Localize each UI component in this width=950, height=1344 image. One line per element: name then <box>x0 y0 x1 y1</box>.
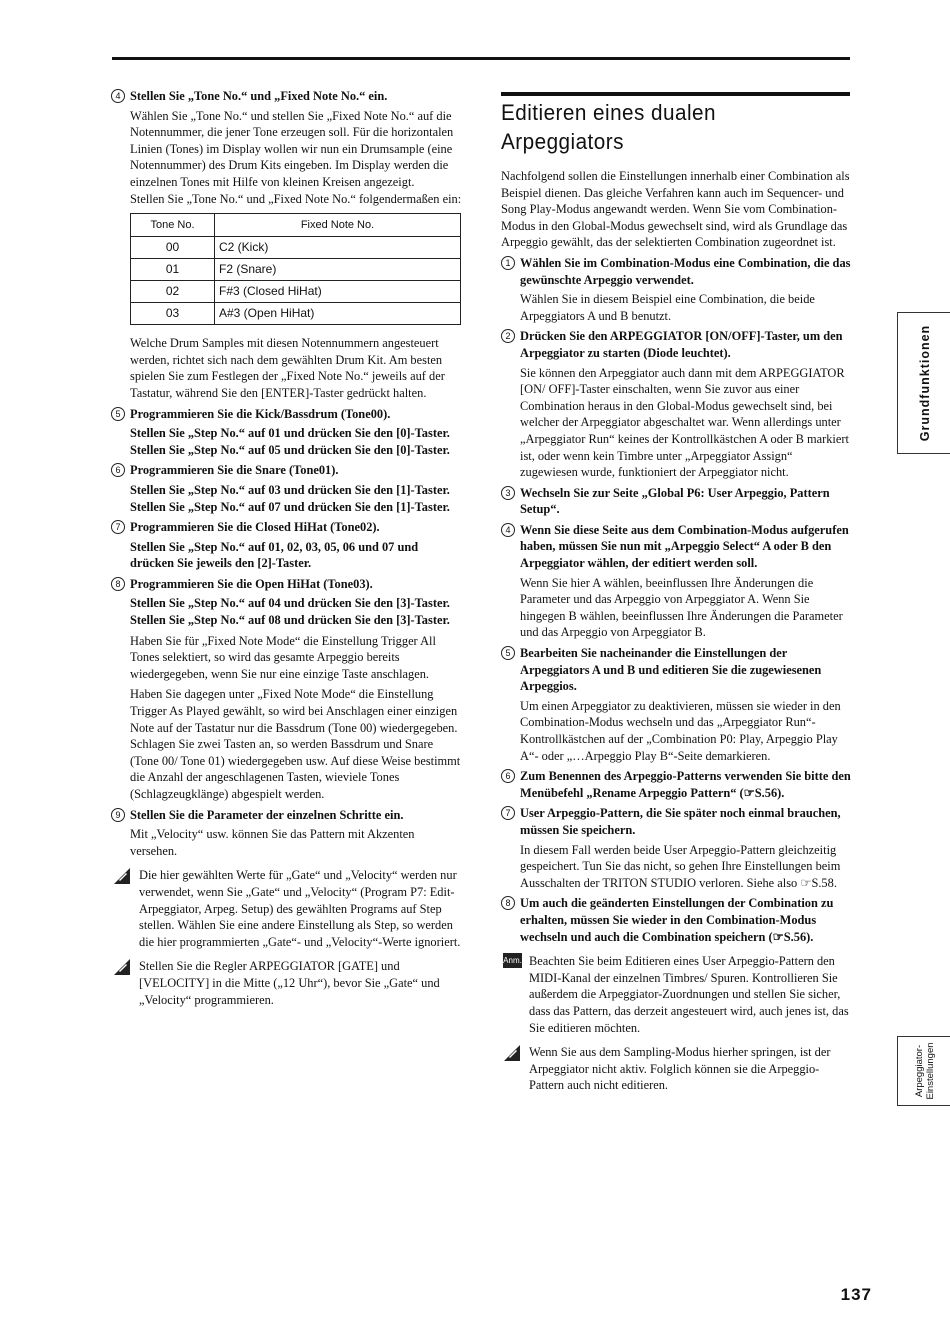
section-tab <box>897 1036 950 1106</box>
paragraph: Sie können den Arpeggiator auch dann mit dem ARPEGGIATOR [ON/ OFF]-Taster einschalten, wenn Sie zuvor aus einer Combination heraus in den Global-Modus gewechselt sind, bei welcher der Arpeggiator abgeschaltet war. Wenn allerdings unter „Arpeggiator Run“ keines der Kontrollkästchen A oder B markiert ist, oder wenn kein Timbre unter „Arpeggiator Assign“ zugewiesen wurde, funktioniert der Arpeggiator nicht. <box>520 365 849 480</box>
step-number: 2 <box>501 329 515 343</box>
pencil-note-icon <box>503 1044 521 1062</box>
step-4 <box>111 88 463 105</box>
paragraph: Stellen Sie „Tone No.“ und „Fixed Note No.“ folgendermaßen ein: <box>130 191 462 206</box>
step-title: Wenn Sie diese Seite aus dem Combination-Modus aufgerufen haben, müssen Sie nun mit „Arpeggio Select“ A oder B den Arpeggiator wählen, der editiert werden soll. <box>520 522 849 571</box>
step-4 <box>501 522 851 572</box>
table-header-tone: Tone No. <box>131 214 215 237</box>
paragraph: Stellen Sie „Step No.“ auf 04 und drücken Sie den [3]-Taster. Stellen Sie „Step No.“ auf 08 und drücken Sie den [3]-Taster. <box>130 596 450 628</box>
heading-rule <box>501 92 850 96</box>
table-row <box>131 303 461 325</box>
note <box>111 958 463 1008</box>
step-6 <box>111 462 463 479</box>
paragraph: Wenn Sie hier A wählen, beeinflussen Ihre Änderungen die Parameter und das Arpeggio von Arpeggiator A. Wenn Sie hingegen B wählen, beeinflussen Ihre Änderungen die Parameter und das Arpeggio von Arpeggiator B. <box>520 575 843 640</box>
paragraph: Haben Sie für „Fixed Note Mode“ die Einstellung Trigger All Tones selektiert, so wird das gesamte Arpeggio bereits wiedergegeben, wenn Sie nur eine einzige Taste anschlagen. <box>130 633 436 681</box>
step-title: Programmieren Sie die Kick/Bassdrum (Tone00). <box>130 406 391 421</box>
paragraph: In diesem Fall werden beide User Arpeggio-Pattern gleichzeitig gespeichert. Tun Sie das nicht, so gehen Ihre Einstellungen beim Ausschalten der TRITON STUDIO verloren. Siehe also ☞S.58. <box>520 842 841 890</box>
page-number: 137 <box>840 1285 872 1304</box>
step-7 <box>111 519 463 536</box>
table-cell: 03 <box>131 303 215 325</box>
step-number: 5 <box>111 407 125 421</box>
table-cell: A#3 (Open HiHat) <box>215 303 461 325</box>
table-row <box>131 259 461 281</box>
step-7 <box>501 805 851 838</box>
step-title: Programmieren Sie die Snare (Tone01). <box>130 463 339 478</box>
step-6 <box>501 768 851 801</box>
step-number: 6 <box>111 463 125 477</box>
paragraph: Haben Sie dagegen unter „Fixed Note Mode“ die Einstellung Trigger As Played gewählt, so wird bei Anschlagen einer einzigen Note auf der Tastatur nur die Bassdrum (Tone 00) wiedergegeben. Schlagen Sie zwei Tasten an, so werden Bassdrum und Snare (Tone 00/ Tone 01) wiedergegeben usw. Auf diese Weise bestimmt die Anzahl der angeschlagenen Tasten, wieviele Tones (Schlagzeugklänge) abgespielt werden. <box>130 687 461 801</box>
note-text: Beachten Sie beim Editieren eines User Arpeggio-Pattern den MIDI-Kanal der einzelnen Timbres/ Spuren. Kontrollieren Sie außerdem die Arpeggiator-Zuordnungen und stellen Sie sicher, dass das Pattern, das derzeit angesteuert wird, auch jenes ist, das Sie editieren möchten. <box>529 954 849 1035</box>
step-5 <box>111 406 463 423</box>
step-title: Programmieren Sie die Closed HiHat (Tone02). <box>130 520 380 535</box>
table-cell: 01 <box>131 259 215 281</box>
paragraph: Stellen Sie „Step No.“ auf 03 und drücken Sie den [1]-Taster. Stellen Sie „Step No.“ auf 07 und drücken Sie den [1]-Taster. <box>130 482 450 514</box>
pencil-note-icon <box>113 958 131 976</box>
table-cell: F#3 (Closed HiHat) <box>215 281 461 303</box>
paragraph: Nachfolgend sollen die Einstellungen innerhalb einer Combination als Beispiel dienen. Das gleiche Verfahren kann auch im Sequencer- und Song Play-Modus angewandt werden. Wenn Sie vom Combination-Modus in den Global-Modus gewechselt sind, wird als Grundlage das Arpeggio gewählt, das der selektierten Combination zugeordnet ist. <box>501 169 850 250</box>
step-title: Um auch die geänderten Einstellungen der Combination zu erhalten, müssen Sie wieder in den Combination-Modus wechseln und auch die Combination speichern (☞S.56). <box>520 896 834 944</box>
step-number: 9 <box>111 808 125 822</box>
table-cell: 00 <box>131 237 215 259</box>
step-number: 8 <box>501 896 515 910</box>
paragraph: Um einen Arpeggiator zu deaktivieren, müssen sie wieder in den Combination-Modus wechseln und das „Arpeggiator Run“-Kontrollkästchen auf der „Combination P0: Play, Arpeggio Play A“- oder „…Arpeggio Play B“-Seite demarkieren. <box>520 698 841 763</box>
step-1 <box>501 255 851 288</box>
note <box>111 867 463 950</box>
paragraph: Wählen Sie „Tone No.“ und stellen Sie „Fixed Note No.“ auf die Notennummer, die jener Tone erzeugen soll. Für die horizontalen Linien (Tones) im Display wollen wir nun ein Drumsample (eine Notennummer) des Drum Kits eingeben. Im Display werden die einzelnen Tones mit Hilfe von kleinen Kreisen angezeigt. <box>130 108 454 189</box>
step-title: Zum Benennen des Arpeggio-Patterns verwenden Sie bitte den Menübefehl „Rename Arpeggio Pattern“ (☞S.56). <box>520 769 851 800</box>
table-cell: F2 (Snare) <box>215 259 461 281</box>
section-heading: Editieren eines dualen Arpeggiators <box>501 100 716 154</box>
note <box>501 1044 851 1094</box>
step-title: Stellen Sie „Tone No.“ und „Fixed Note No.“ ein. <box>130 89 388 103</box>
step-number: 5 <box>501 646 515 660</box>
step-number: 7 <box>501 806 515 820</box>
note-text: Die hier gewählten Werte für „Gate“ und „Velocity“ werden nur verwendet, wenn Sie „Gate“ und „Velocity“ (Program P7: Edit-Arpeggiator, Arpeg. Setup) des gewählten Programs auf Step stellen. Wählen Sie eine andere Einstellung als Step, so werden die hier programmierten „Gate“- und „Velocity“-Werte ignoriert. <box>139 868 461 949</box>
step-9 <box>111 807 463 824</box>
paragraph: Welche Drum Samples mit diesen Notennummern angesteuert werden, richtet sich nach dem gewählten Drum Kit. Am besten spielen Sie zum Festlegen der „Fixed Note No.“ jeweils auf der Tastatur, während Sie den [ENTER]-Taster gedrückt halten. <box>130 336 445 400</box>
step-title: Drücken Sie den ARPEGGIATOR [ON/OFF]-Taster, um den Arpeggiator zu starten (Diode leuchtet). <box>520 329 843 360</box>
paragraph: Stellen Sie „Step No.“ auf 01 und drücken Sie den [0]-Taster. Stellen Sie „Step No.“ auf 05 und drücken Sie den [0]-Taster. <box>130 426 450 457</box>
paragraph: Stellen Sie „Step No.“ auf 01, 02, 03, 05, 06 und 07 und drücken Sie jeweils den [2]-Taster. <box>130 539 419 571</box>
step-title: User Arpeggio-Pattern, die Sie später noch einmal brauchen, müssen Sie speichern. <box>520 806 841 837</box>
left-column <box>111 84 463 1014</box>
step-number: 6 <box>501 769 515 783</box>
pencil-note-icon <box>113 867 131 885</box>
anm-icon: Anm. <box>503 953 522 968</box>
step-title: Wählen Sie im Combination-Modus eine Combination, die das gewünschte Arpeggio verwendet. <box>520 255 851 287</box>
chapter-tab-label: Grundfunktionen <box>917 324 932 442</box>
step-number: 7 <box>111 520 125 534</box>
tone-table <box>130 213 461 325</box>
step-8 <box>111 576 463 593</box>
right-column <box>501 168 851 1100</box>
chapter-tab <box>897 312 950 454</box>
step-title: Programmieren Sie die Open HiHat (Tone03). <box>130 576 373 591</box>
top-rule <box>112 57 850 60</box>
step-3 <box>501 485 851 518</box>
step-2 <box>501 328 851 361</box>
table-row <box>131 237 461 259</box>
note-text: Stellen Sie die Regler ARPEGGIATOR [GATE] und [VELOCITY] in die Mitte („12 Uhr“), bevor Sie „Gate“ und „Velocity“ programmieren. <box>139 959 440 1007</box>
table-cell: 02 <box>131 281 215 303</box>
note-text: Wenn Sie aus dem Sampling-Modus hierher springen, ist der Arpeggiator nicht aktiv. Folglich können sie die Arpeggio-Pattern auch nicht editieren. <box>529 1045 831 1093</box>
table-cell: C2 (Kick) <box>215 237 461 259</box>
step-title: Wechseln Sie zur Seite „Global P6: User Arpeggio, Pattern Setup“. <box>520 485 830 517</box>
step-title: Stellen Sie die Parameter der einzelnen Schritte ein. <box>130 807 404 822</box>
step-8 <box>501 895 851 945</box>
section-tab-label: Arpeggiator- Einstellungen <box>913 1042 936 1100</box>
step-number: 1 <box>501 256 515 270</box>
table-row <box>131 281 461 303</box>
step-number: 4 <box>111 89 125 103</box>
paragraph: Wählen Sie in diesem Beispiel eine Combination, die beide Arpeggiators A und B benutzt. <box>520 292 815 323</box>
anm-note <box>501 953 851 1036</box>
paragraph: Mit „Velocity“ usw. können Sie das Pattern mit Akzenten versehen. <box>130 827 415 858</box>
step-number: 8 <box>111 577 125 591</box>
table-header-note: Fixed Note No. <box>215 214 461 237</box>
step-number: 3 <box>501 486 515 500</box>
step-5 <box>501 645 851 695</box>
step-number: 4 <box>501 523 515 537</box>
step-title: Bearbeiten Sie nacheinander die Einstellungen der Arpeggiators A und B und editieren Sie die zugewiesenen Arpeggios. <box>520 646 822 694</box>
